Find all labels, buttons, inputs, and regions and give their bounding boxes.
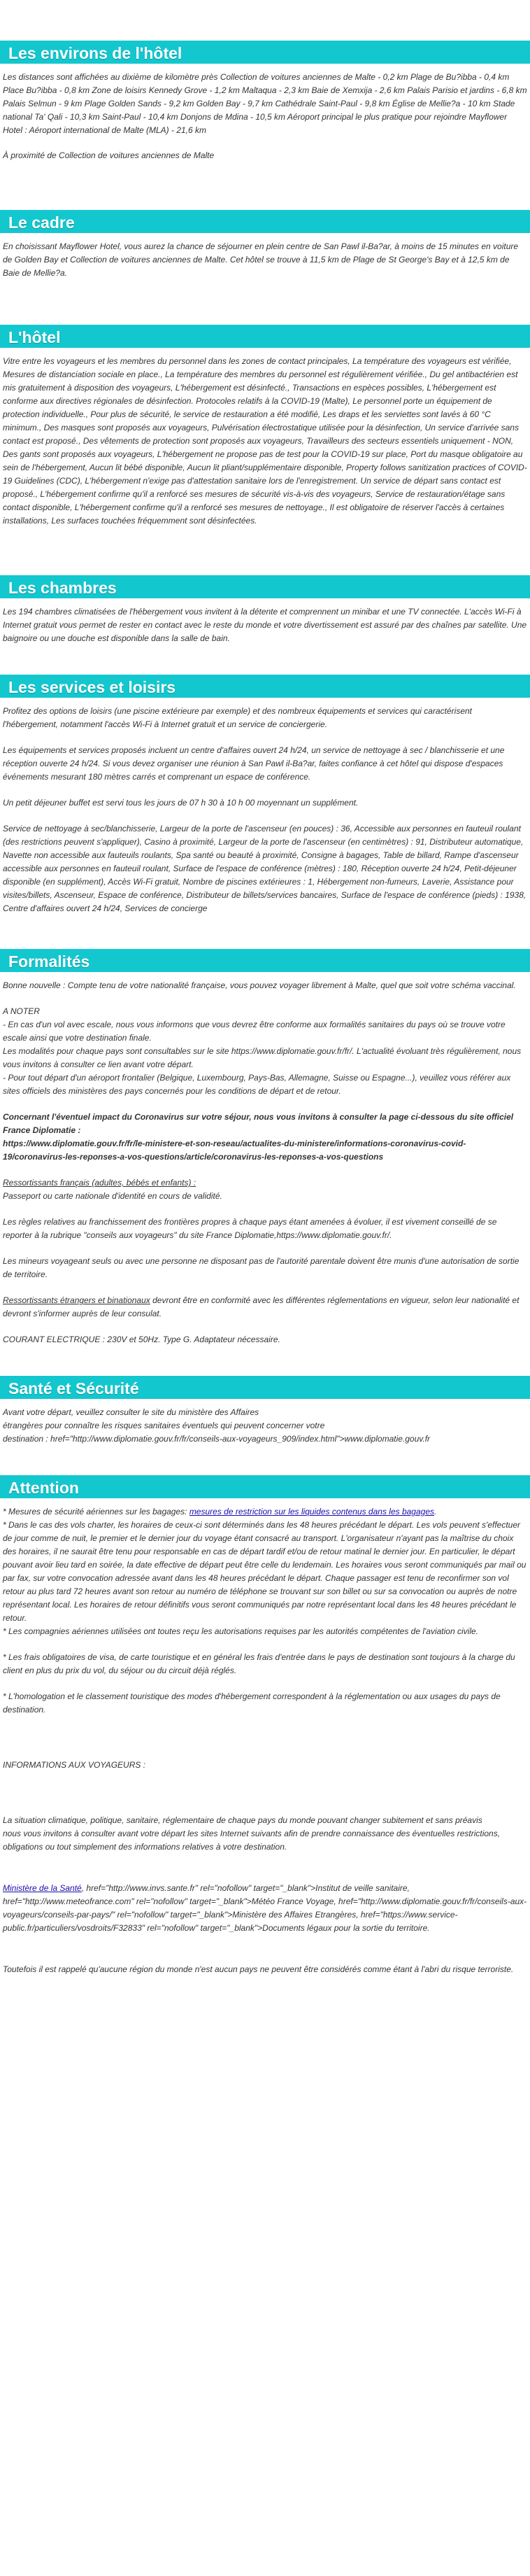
services-breakfast: Un petit déjeuner buffet est servi tous les jours de 07 h 30 à 10 h 00 moyennant un supplément. <box>3 798 359 808</box>
formalites-frontieres: Les règles relatives au franchissement des frontières propres à chaque pays étant amenées à évoluer, il est vivement conseillé de se reporter à la rubrique "conseils aux voyageurs" du site France Diplomatie,https://www.diplomatie.gouv.fr/. <box>3 1217 499 1240</box>
formalites-etrangers-label: Ressortissants étrangers et binationaux <box>3 1295 150 1305</box>
attention-situation: La situation climatique, politique, sanitaire, réglementaire de chaque pays du monde pouvant changer subitement et sans préavis nous vous invitons à consulter avant votre départ les sites Internet suivants afin de prendre connaissance des éventuelles restrictions, obligations ou tout simplement des informations relatives à votre destination. <box>3 1815 501 1852</box>
section-title-sante: Santé et Sécurité <box>0 1376 530 1399</box>
environs-proximity: À proximité de Collection de voitures anciennes de Malte <box>3 150 215 160</box>
formalites-etrangers <box>3 1294 527 1321</box>
formalites-ressortissants-francais: Ressortissants français (adultes, bébés et enfants) : <box>3 1178 196 1188</box>
attention-informations: INFORMATIONS AUX VOYAGEURS : <box>3 1760 146 1770</box>
attention-frais: * Les frais obligatoires de visa, de carte touristique et en général les frais d'entrée dans le pays de destination sont toujours à la charge du client en plus du prix du vol, du séjour ou du circuit déjà réglés. <box>3 1652 518 1675</box>
formalites-passeport: Passeport ou carte nationale d'identité en cours de validité. <box>3 1191 222 1201</box>
services-intro: Profitez des options de loisirs (une piscine extérieure par exemple) et des nombreux équipements et services qui caractérisent l'hébergement, notamment l'accès Wi-Fi à Internet gratuit et un service de conciergerie. <box>3 706 475 729</box>
hotel-text: Vitre entre les voyageurs et les membres du personnel dans les zones de contact principales, La température des voyageurs est vérifiée, Mesures de distanciation sociale en place., La température des membres du personnel est régulièrement vérifiée., Du gel antibactérien est mis gratuitement à disposition des voyageurs, L'hébergement est désinfecté., Transactions en espèces possibles, L'hébergement est conforme aux directives régionales de désinfection. Protocoles relatifs à la COVID-19 (Malte), Le personnel porte un équipement de protection individuelle., Pour plus de sécurité, le service de restauration a été modifié, Les draps et les serviettes sont lavés à 60 °C minimum., Des masques sont proposés aux voyageurs, Pulvérisation électrostatique utilisée pour la désinfection, Un service d'arrivée sans contact est proposé., Des vêtements de protection sont proposés aux voyageurs, Travailleurs des secteurs essentiels uniquement - NON, Des gants sont proposés aux voyageurs, L'hébergement ne propose pas de test pour la COVID-19 sur place, Port du masque obligatoire au sein de l'hébergement, Aucun lit bébé disponible, Aucun lit pliant/supplémentaire disponible, Property follows sanitization practices of COVID-19 Guidelines (CDC), L'hébergement n'exige pas d'attestation sanitaire lors de l'enregistrement. Un service de départ sans contact est proposé., L'hébergement confirme qu'il a renforcé ses mesures de sécurité vis-à-vis des voyageurs, Service de restauration/étage sans contact disponible, L'hébergement confirme qu'il a renforcé ses mesures de nettoyage., Il est obligatoire de réserver l'accès à certaines installations, Les surfaces touchées fréquemment sont désinfectées. <box>3 356 527 526</box>
attention-charter: * Dans le cas des vols charter, les horaires de ceux-ci sont déterminés dans les 48 heures précédant le départ. Les vols peuvent s'effectuer de jour comme de nuit, le premier et le dernier jour du voyage étant consacré au transport. L'organisateur n'ayant pas la maîtrise du choix des horaires, il ne saurait être tenu pour responsable en cas de départ tardif et/ou de retour matinal le dernier jour. En particulier, le départ pouvant avoir lieu tard en soirée, la date effective de départ peut être celle du lendemain. Les horaires vous seront communiqués par mail ou par fax, sur votre convocation adressée avant dans les 48 heures précédant le départ. Chaque passager est tenu de reconfirmer son vol retour au plus tard 72 heures avant son retour au numéro de téléphone se trouvant sur son billet ou sur sa convocation ou auprès de notre représentant local. Les horaires de retour définitifs vous seront communiqués par notre représentant local dans les 48 heures précédant le retour. * Les compagnies aériennes utilisées ont toutes reçu les autorisations requises par les autorités compétentes de l'aviation civile. <box>3 1520 527 1636</box>
services-list: Service de nettoyage à sec/blanchisserie, Largeur de la porte de l'ascenseur (en pouces) : 36, Accessible aux personnes en fauteuil roulant (des restrictions peuvent s'appliquer), Casino à proximité, Largeur de la porte de l'ascenseur (en centimètres) : 91, Distributeur automatique, Navette non accessible aux fauteuils roulants, Spa santé ou beauté à proximité, Consigne à bagages, Table de billard, Rampe d'ascenseur accessible aux personnes en fauteuil roulant, Surface de l'espace de conférence (mètres) : 180, Réception ouverte 24 h/24, Petit-déjeuner disponible (en supplément), Accès Wi-Fi gratuit, Nombre de piscines extérieures : 1, Hébergement non-fumeurs, Laverie, Assistance pour visites/billets, Ascenseur, Espace de conférence, Distributeur de billets/services bancaires, Surface de l'espace de conférence (pieds) : 1938, Centre d'affaires ouvert 24 h/24, Services de concierge <box>3 824 529 913</box>
section-title-services: Les services et loisirs <box>0 675 530 698</box>
formalites-etrangers-text: devront être en conformité avec les différentes réglementations en vigueur, selon leur nationalité et devront s'informer auprès de leur consulat. <box>3 1295 522 1318</box>
section-title-attention: Attention <box>0 1475 530 1498</box>
attention-homologation: * L'homologation et le classement touristique des modes d'hébergement correspondent à la réglementation ou aux usages du pays de destination. <box>3 1691 503 1715</box>
attention-bagages <box>3 1505 527 1519</box>
section-title-chambres: Les chambres <box>0 575 530 598</box>
sante-text: Avant votre départ, veuillez consulter le site du ministère des Affaires étrangères pour connaître les risques sanitaires éventuels qui peuvent concerner votre destination : href="http://www.diplomatie.gouv.fr/fr/conseils-aux-voyageurs_909/index.html">www.diplomatie.gouv.fr <box>3 1407 431 1444</box>
formalites-mineurs: Les mineurs voyageant seuls ou avec une personne ne disposant pas de l'autorité parentale doivent être munis d'une autorisation de sortie de territoire. <box>3 1256 522 1279</box>
formalites-a-noter: A NOTER - En cas d'un vol avec escale, nous vous informons que vous devrez être conforme aux formalités sanitaires du pays où se trouve votre escale ainsi que votre destination finale. Les modalités pour chaque pays sont consultables sur le site https://www.diplomatie.gouv.fr/fr/. L'actualité évoluant très régulièrement, nous vous invitons à consulter ce lien avant votre départ. - Pour tout départ d'un aéroport frontalier (Belgique, Luxembourg, Pays-Bas, Allemagne, Suisse ou Espagne...), veuillez vous référer aux sites officiels des ministères des pays concernés pour les conditions de départ et de retour. <box>3 1006 522 1096</box>
section-title-environs: Les environs de l'hôtel <box>0 41 530 64</box>
attention-terrorisme: Toutefois il est rappelé qu'aucune région du monde n'est aucun pays ne peuvent être considérés comme étant à l'abri du risque terroriste. <box>3 1964 514 1974</box>
attention-links <box>3 1882 527 1935</box>
services-equipements: Les équipements et services proposés incluent un centre d'affaires ouvert 24 h/24, un service de nettoyage à sec / blanchisserie et une réception ouverte 24 h/24. Si vous devez organiser une réunion à San Pawl il-Ba?ar, faites confiance à cet hôtel qui dispose d'espaces événements mesurant 180 mètres carrés et comprenant un espace de conférence. <box>3 745 507 782</box>
formalites-nationalite: Bonne nouvelle : Compte tenu de votre nationalité française, vous pouvez voyager librement à Malte, quel que soit votre schéma vaccinal. <box>3 980 516 990</box>
attention-links-text: , href="http://www.invs.sante.fr" rel="nofollow" target="_blank">Institut de veille sanitaire, href="http://www.meteofrance.com" rel="nofollow" target="_blank">Météo France Voyage, href="http://www.diplomatie.gouv.fr/fr/conseils-aux-voyageurs/conseils-par-pays/" rel="nofollow" target="_blank">Ministère des Affaires Etrangères, href="https://www.service-public.fr/particuliers/vosdroits/F32833" rel="nofollow" target="_blank">Documents légaux pour la sortie du territoire. <box>3 1883 527 1933</box>
cadre-text: En choisissant Mayflower Hotel, vous aurez la chance de séjourner en plein centre de San Pawl il-Ba?ar, à moins de 15 minutes en voiture de Golden Bay et Collection de voitures anciennes de Malte. Cet hôtel se trouve à 11,5 km de Plage de St George's Bay et à 12,5 km de Baie de Mellie?a. <box>3 241 521 278</box>
liquides-restriction-link[interactable]: mesures de restriction sur les liquides contenus dans les bagages <box>189 1507 435 1516</box>
attention-bagages-label: * Mesures de sécurité aériennes sur les bagages: <box>3 1507 189 1516</box>
section-title-hotel: L'hôtel <box>0 325 530 348</box>
formalites-coronavirus: Concernant l'éventuel impact du Coronavirus sur votre séjour, nous vous invitons à consulter la page ci-dessous du site officiel France Diplomatie : https://www.diplomatie.gouv.fr/fr/le-ministere-et-son-reseau/actualites-du-ministere/informations-coronavirus-covid-19/coronavirus-les-reponses-a-vos-questions/article/coronavirus-les-reponses-a-vos-questions <box>3 1112 514 1162</box>
section-title-formalites: Formalités <box>0 949 530 972</box>
chambres-text: Les 194 chambres climatisées de l'hébergement vous invitent à la détente et comprennent un minibar et une TV connectée. L'accès Wi-Fi à Internet gratuit vous permet de rester en contact avec le reste du monde et votre divertissement est assuré par des chaînes par satellite. Une baignoire ou une douche est disponible dans la salle de bain. <box>3 607 529 643</box>
section-title-cadre: Le cadre <box>0 210 530 233</box>
environs-text: Les distances sont affichées au dixième de kilomètre près Collection de voitures anciennes de Malte - 0,2 km Plage de Bu?ibba - 0,4 km Place Bu?ibba - 0,8 km Zone de loisirs Kennedy Grove - 1,2 km Maltaqua - 2,3 km Baie de Xemxija - 2,6 km Palais Parisio et jardins - 6,8 km Palais Selmun - 9 km Plage Golden Sands - 9,2 km Golden Bay - 9,7 km Cathédrale Saint-Paul - 9,8 km Église de Mellie?a - 10 km Stade national Ta' Qali - 10,3 km Saint-Paul - 10,4 km Donjons de Mdina - 10,5 km Aéroport principal le plus pratique pour rejoindre Mayflower Hotel : Aéroport international de Malte (MLA) - 21,6 km <box>3 72 530 135</box>
formalites-courant: COURANT ELECTRIQUE : 230V et 50Hz. Type G. Adaptateur nécessaire. <box>3 1335 280 1344</box>
ministere-sante-link[interactable]: Ministère de la Santé <box>3 1883 82 1893</box>
attention-bagages-end: . <box>434 1507 437 1516</box>
